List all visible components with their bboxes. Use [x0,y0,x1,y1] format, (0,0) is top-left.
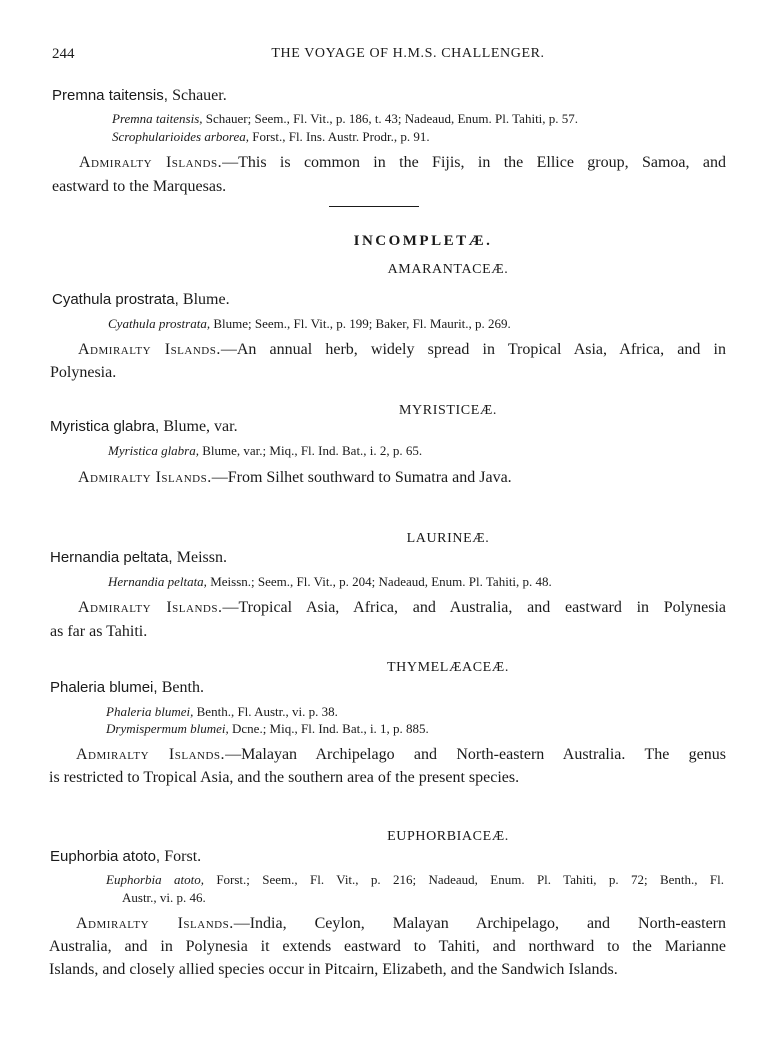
locality-paragraph-cont: Islands, and closely allied species occur in Pitcairn, Elizabeth, and the Sandwich Islands. [49,961,618,978]
synonym-ref: Blume; Seem., Fl. Vit., p. 199; Baker, Fl. Maurit., p. 269. [213,316,511,331]
species-author: Blume, var. [163,418,238,435]
synonym-ref-cont: Austr., vi. p. 46. [122,890,206,905]
synonym-ref: Forst.; Seem., Fl. Vit., p. 216; Nadeaud, Enum. Pl. Tahiti, p. 72; Benth., Fl. [216,872,724,887]
locality-text: —Tropical Asia, Africa, and Australia, and eastward in Polynesia [222,599,727,616]
synonym-line [108,574,552,590]
synonym-name: Hernandia peltata, [108,574,207,589]
locality-paragraph-cont: Polynesia. [50,364,117,381]
species-author: Meissn. [176,549,227,566]
species-name: Cyathula prostrata, [52,291,179,308]
family-heading: LAURINEÆ. [406,531,490,546]
synonym-line [106,704,338,720]
synonym-ref: Schauer; Seem., Fl. Vit., p. 186, t. 43; Nadeaud, Enum. Pl. Tahiti, p. 57. [205,111,579,126]
species-author: Blume. [182,291,230,308]
species-heading [50,679,204,697]
family-heading: EUPHORBIACEÆ. [387,829,509,844]
species-heading [50,418,238,436]
locality-label: Admiralty Islands. [76,915,234,932]
synonym-name: Cyathula prostrata, [108,316,211,331]
locality-paragraph [78,596,726,620]
species-name: Myristica glabra, [50,418,160,435]
locality-paragraph [76,743,726,767]
synonym-ref: Dcne.; Miq., Fl. Ind. Bat., i. 1, p. 885. [232,721,429,736]
synonym-name: Euphorbia atoto, [106,872,204,887]
species-name: Hernandia peltata, [50,549,173,566]
synonym-name: Premna taitensis, [112,111,203,126]
locality-text: —India, Ceylon, Malayan Archipelago, and North-eastern [233,915,726,932]
locality-label: Admiralty Islands. [78,599,223,616]
family-heading: AMARANTACEÆ. [387,262,509,277]
section-rule [329,206,419,207]
locality-paragraph-cont: as far as Tahiti. [50,623,148,640]
synonym-name: Drymispermum blumei, [106,721,229,736]
synonym-ref: Meissn.; Seem., Fl. Vit., p. 204; Nadeaud, Enum. Pl. Tahiti, p. 48. [210,574,552,589]
locality-text: —Malayan Archipelago and North-eastern Australia. The genus [225,746,726,763]
locality-paragraph-cont: Australia, and in Polynesia it extends eastward to Tahiti, and northward to the Marianne [49,938,726,955]
synonym-name: Scrophularioides arborea, [112,129,249,144]
locality-paragraph [78,338,726,362]
species-heading [52,291,230,309]
locality-paragraph [76,912,726,936]
page-number: 244 [52,46,75,62]
locality-label: Admiralty Islands. [79,154,223,171]
locality-label: Admiralty Islands. [78,469,212,486]
synonym-line [112,129,430,145]
species-name: Phaleria blumei, [50,679,158,696]
synonym-line [106,872,724,888]
synonym-ref: Benth., Fl. Austr., vi. p. 38. [196,704,338,719]
species-heading [50,848,201,866]
species-heading [52,87,227,105]
species-name: Premna taitensis, [52,87,168,104]
family-heading: MYRISTICEÆ. [399,403,497,418]
synonym-line [106,721,429,737]
locality-paragraph [79,151,726,175]
family-heading: THYMELÆACEÆ. [387,660,509,675]
locality-paragraph-cont: eastward to the Marquesas. [52,178,227,195]
synonym-line [112,111,578,127]
synonym-name: Myristica glabra, [108,443,199,458]
locality-label: Admiralty Islands. [76,746,226,763]
locality-text: —From Silhet southward to Sumatra and Java. [211,469,512,486]
species-heading [50,549,227,567]
synonym-name: Phaleria blumei, [106,704,194,719]
locality-text: —An annual herb, widely spread in Tropical Asia, Africa, and in [220,341,726,358]
species-author: Benth. [161,679,204,696]
locality-paragraph-cont: is restricted to Tropical Asia, and the southern area of the present species. [49,769,520,786]
species-author: Forst. [164,848,202,865]
locality-paragraph [78,466,512,490]
locality-label: Admiralty Islands. [78,341,221,358]
synonym-line [108,443,422,459]
synonym-line [108,316,511,332]
species-author: Schauer. [172,87,227,104]
synonym-ref: Forst., Fl. Ins. Austr. Prodr., p. 91. [252,129,430,144]
synonym-ref: Blume, var.; Miq., Fl. Ind. Bat., i. 2, p. 65. [202,443,423,458]
running-title: THE VOYAGE OF H.M.S. CHALLENGER. [271,46,545,61]
division-heading: INCOMPLETÆ. [353,233,493,249]
locality-text: —This is common in the Fijis, in the Ellice group, Samoa, and [222,154,727,171]
species-name: Euphorbia atoto, [50,848,161,865]
